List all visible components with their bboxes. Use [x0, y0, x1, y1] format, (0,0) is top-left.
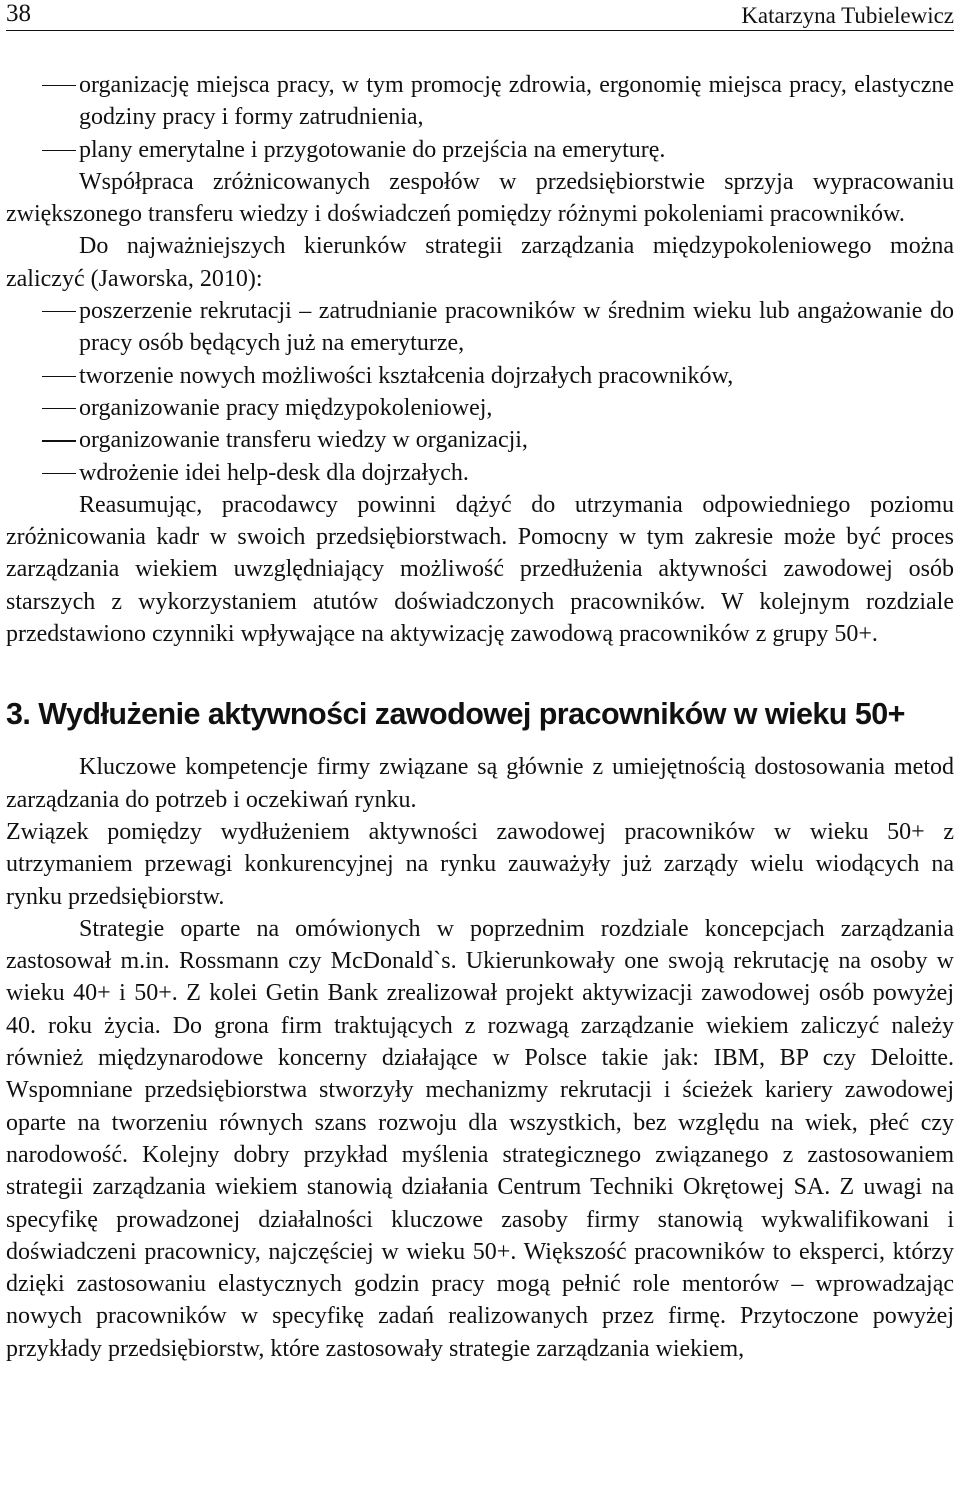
dash-bullet — [42, 440, 76, 441]
paragraph: Do najważniejszych kierunków strategii zarządzania międzypokoleniowego można zaliczyć (Jaworska, 2010): — [6, 233, 954, 292]
dash-bullet — [42, 150, 76, 151]
list-item — [6, 69, 954, 134]
list-item-text: organizowanie transferu wiedzy w organizacji, — [79, 427, 528, 454]
list-item — [6, 392, 954, 424]
paragraph: Związek pomiędzy wydłużeniem aktywności zawodowej pracowników w wieku 50+ z utrzymaniem przewagi konkurencyjnej na rynku zauważyły już zarządy wielu wiodących na rynku przedsiębiorstw. — [6, 818, 954, 910]
paragraph: Reasumując, pracodawcy powinni dążyć do utrzymania odpowiedniego poziomu zróżnicowania kadr w swoich przedsiębiorstwach. Pomocny w tym zakresie może być proces zarządzania wiekiem uwzględniający możliwość przedłużenia aktywności zawodowej osób starszych z wykorzystaniem atutów doświadczonych pracowników. W kolejnym rozdziale przedstawiono czynniki wpływające na aktywizację zawodową pracowników z grupy 50+. — [6, 491, 954, 648]
dash-bullet — [42, 85, 76, 86]
list-item-text: poszerzenie rekrutacji – zatrudnianie pracowników w średnim wieku lub angażowanie do pracy osób będących już na emeryturze, — [79, 298, 954, 357]
section-heading: 3. Wydłużenie aktywności zawodowej pracowników w wieku 50+ — [6, 697, 905, 732]
list-item-text: plany emerytalne i przygotowanie do przejścia na emeryturę. — [79, 136, 666, 163]
dash-bullet — [42, 408, 76, 409]
page-number: 38 — [6, 0, 31, 27]
dash-bullet — [42, 376, 76, 377]
list-item — [6, 295, 954, 360]
list-item — [6, 134, 954, 166]
list-item-text: organizowanie pracy międzypokoleniowej, — [79, 394, 493, 421]
list-item-text: wdrożenie idei help-desk dla dojrzałych. — [79, 459, 469, 486]
list-item-text: organizację miejsca pracy, w tym promocję zdrowia, ergonomię miejsca pracy, elastyczne godziny pracy i formy zatrudnienia, — [79, 72, 954, 131]
list-item-text: tworzenie nowych możliwości kształcenia dojrzałych pracowników, — [79, 362, 734, 389]
paragraph: Kluczowe kompetencje firmy związane są głównie z umiejętnością dostosowania metod zarządzania do potrzeb i oczekiwań rynku. — [6, 754, 954, 813]
list-item — [6, 360, 954, 392]
list-item — [6, 457, 954, 489]
running-header — [6, 0, 954, 31]
paragraph: Współpraca zróżnicowanych zespołów w przedsiębiorstwie sprzyja wypracowaniu zwiększonego transferu wiedzy i doświadczeń pomiędzy różnymi pokoleniami pracowników. — [6, 168, 954, 228]
dash-bullet — [42, 473, 76, 474]
dash-bullet — [42, 311, 76, 312]
document-body — [6, 69, 954, 1365]
running-header-author: Katarzyna Tubielewicz — [741, 3, 954, 28]
paragraph: Strategie oparte na omówionych w poprzednim rozdziale koncepcjach zarządzania zastosował m.in. Rossmann czy McDonald`s. Ukierunkowały one swoją rekrutację na osoby w wieku 40+ i 50+. Z kolei Getin Bank zrealizował projekt aktywizacji zawodowej osób powyżej 40. roku życia. Do grona firm traktujących z rozwagą zarządzanie wiekiem zaliczyć należy również międzynarodowe koncerny działające w Polsce takie jak: IBM, BP czy Deloitte. Wspomniane przedsiębiorstwa stworzyły mechanizmy rekrutacji i ścieżek kariery zawodowej oparte na tworzeniu równych szans rozwoju dla wszystkich, bez względu na wiek, płeć czy narodowość. Kolejny dobry przykład myślenia strategicznego związanego z zastosowaniem strategii zarządzania wiekiem stanowią działania Centrum Techniki Okrętowej SA. Z uwagi na specyfikę prowadzonej działalności kluczowe zasoby firmy stanowią wykwalifikowani i doświadczeni pracownicy, najczęściej w wieku 50+. Większość pracowników to eksperci, którzy dzięki zastosowaniu elastycznych godzin pracy mogą pełnić role mentorów – wprowadzając nowych pracowników w specyfikę zadań realizowanych przez firmę. Przytoczone powyżej przykłady przedsiębiorstw, które zastosowały strategie zarządzania wiekiem, — [6, 915, 954, 1362]
list-item — [6, 424, 954, 456]
